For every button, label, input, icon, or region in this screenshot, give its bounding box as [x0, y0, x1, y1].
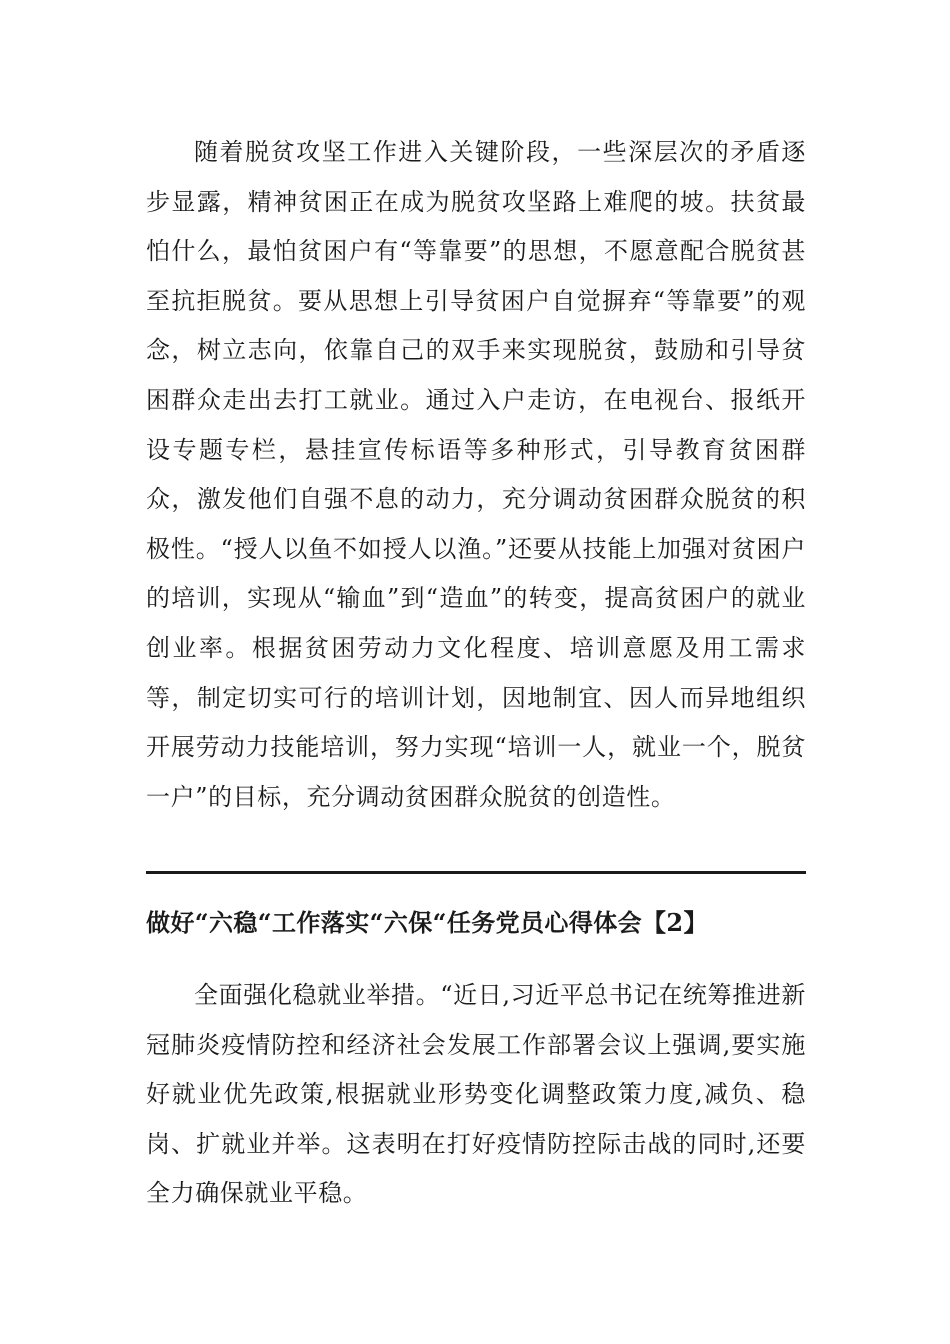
- body-paragraph-1: [146, 128, 806, 822]
- section-divider: [146, 871, 806, 874]
- body-paragraph-2: [146, 971, 806, 1219]
- section-heading: 做好“六稳“工作落实“六保“任务党员心得体会【2】: [146, 908, 708, 937]
- paragraph-text: 全面强化稳就业举措。“近日,习近平总书记在统筹推进新冠肺炎疫情防控和经济社会发展工作部署会议上强调,要实施好就业优先政策,根据就业形势变化调整政策力度,减负、稳岗、扩就业并举。这表明在打好疫情防控际击战的同时,还要全力确保就业平稳。: [146, 981, 806, 1208]
- paragraph-text: 随着脱贫攻坚工作进入关键阶段，一些深层次的矛盾逐步显露，精神贫困正在成为脱贫攻坚路上难爬的坡。扶贫最怕什么，最怕贫困户有“等靠要”的思想，不愿意配合脱贫甚至抗拒脱贫。要从思想上引导贫困户自觉摒弃“等靠要”的观念，树立志向，依靠自己的双手来实现脱贫，鼓励和引导贫困群众走出去打工就业。通过入户走访，在电视台、报纸开设专题专栏，悬挂宣传标语等多种形式，引导教育贫困群众，激发他们自强不息的动力，充分调动贫困群众脱贫的积极性。“授人以鱼不如授人以渔。”还要从技能上加强对贫困户的培训，实现从“输血”到“造血”的转变，提高贫困户的就业创业率。根据贫困劳动力文化程度、培训意愿及用工需求等，制定切实可行的培训计划，因地制宜、因人而异地组织开展劳动力技能培训，努力实现“培训一人，就业一个，脱贫一户”的目标，充分调动贫困群众脱贫的创造性。: [146, 138, 806, 811]
